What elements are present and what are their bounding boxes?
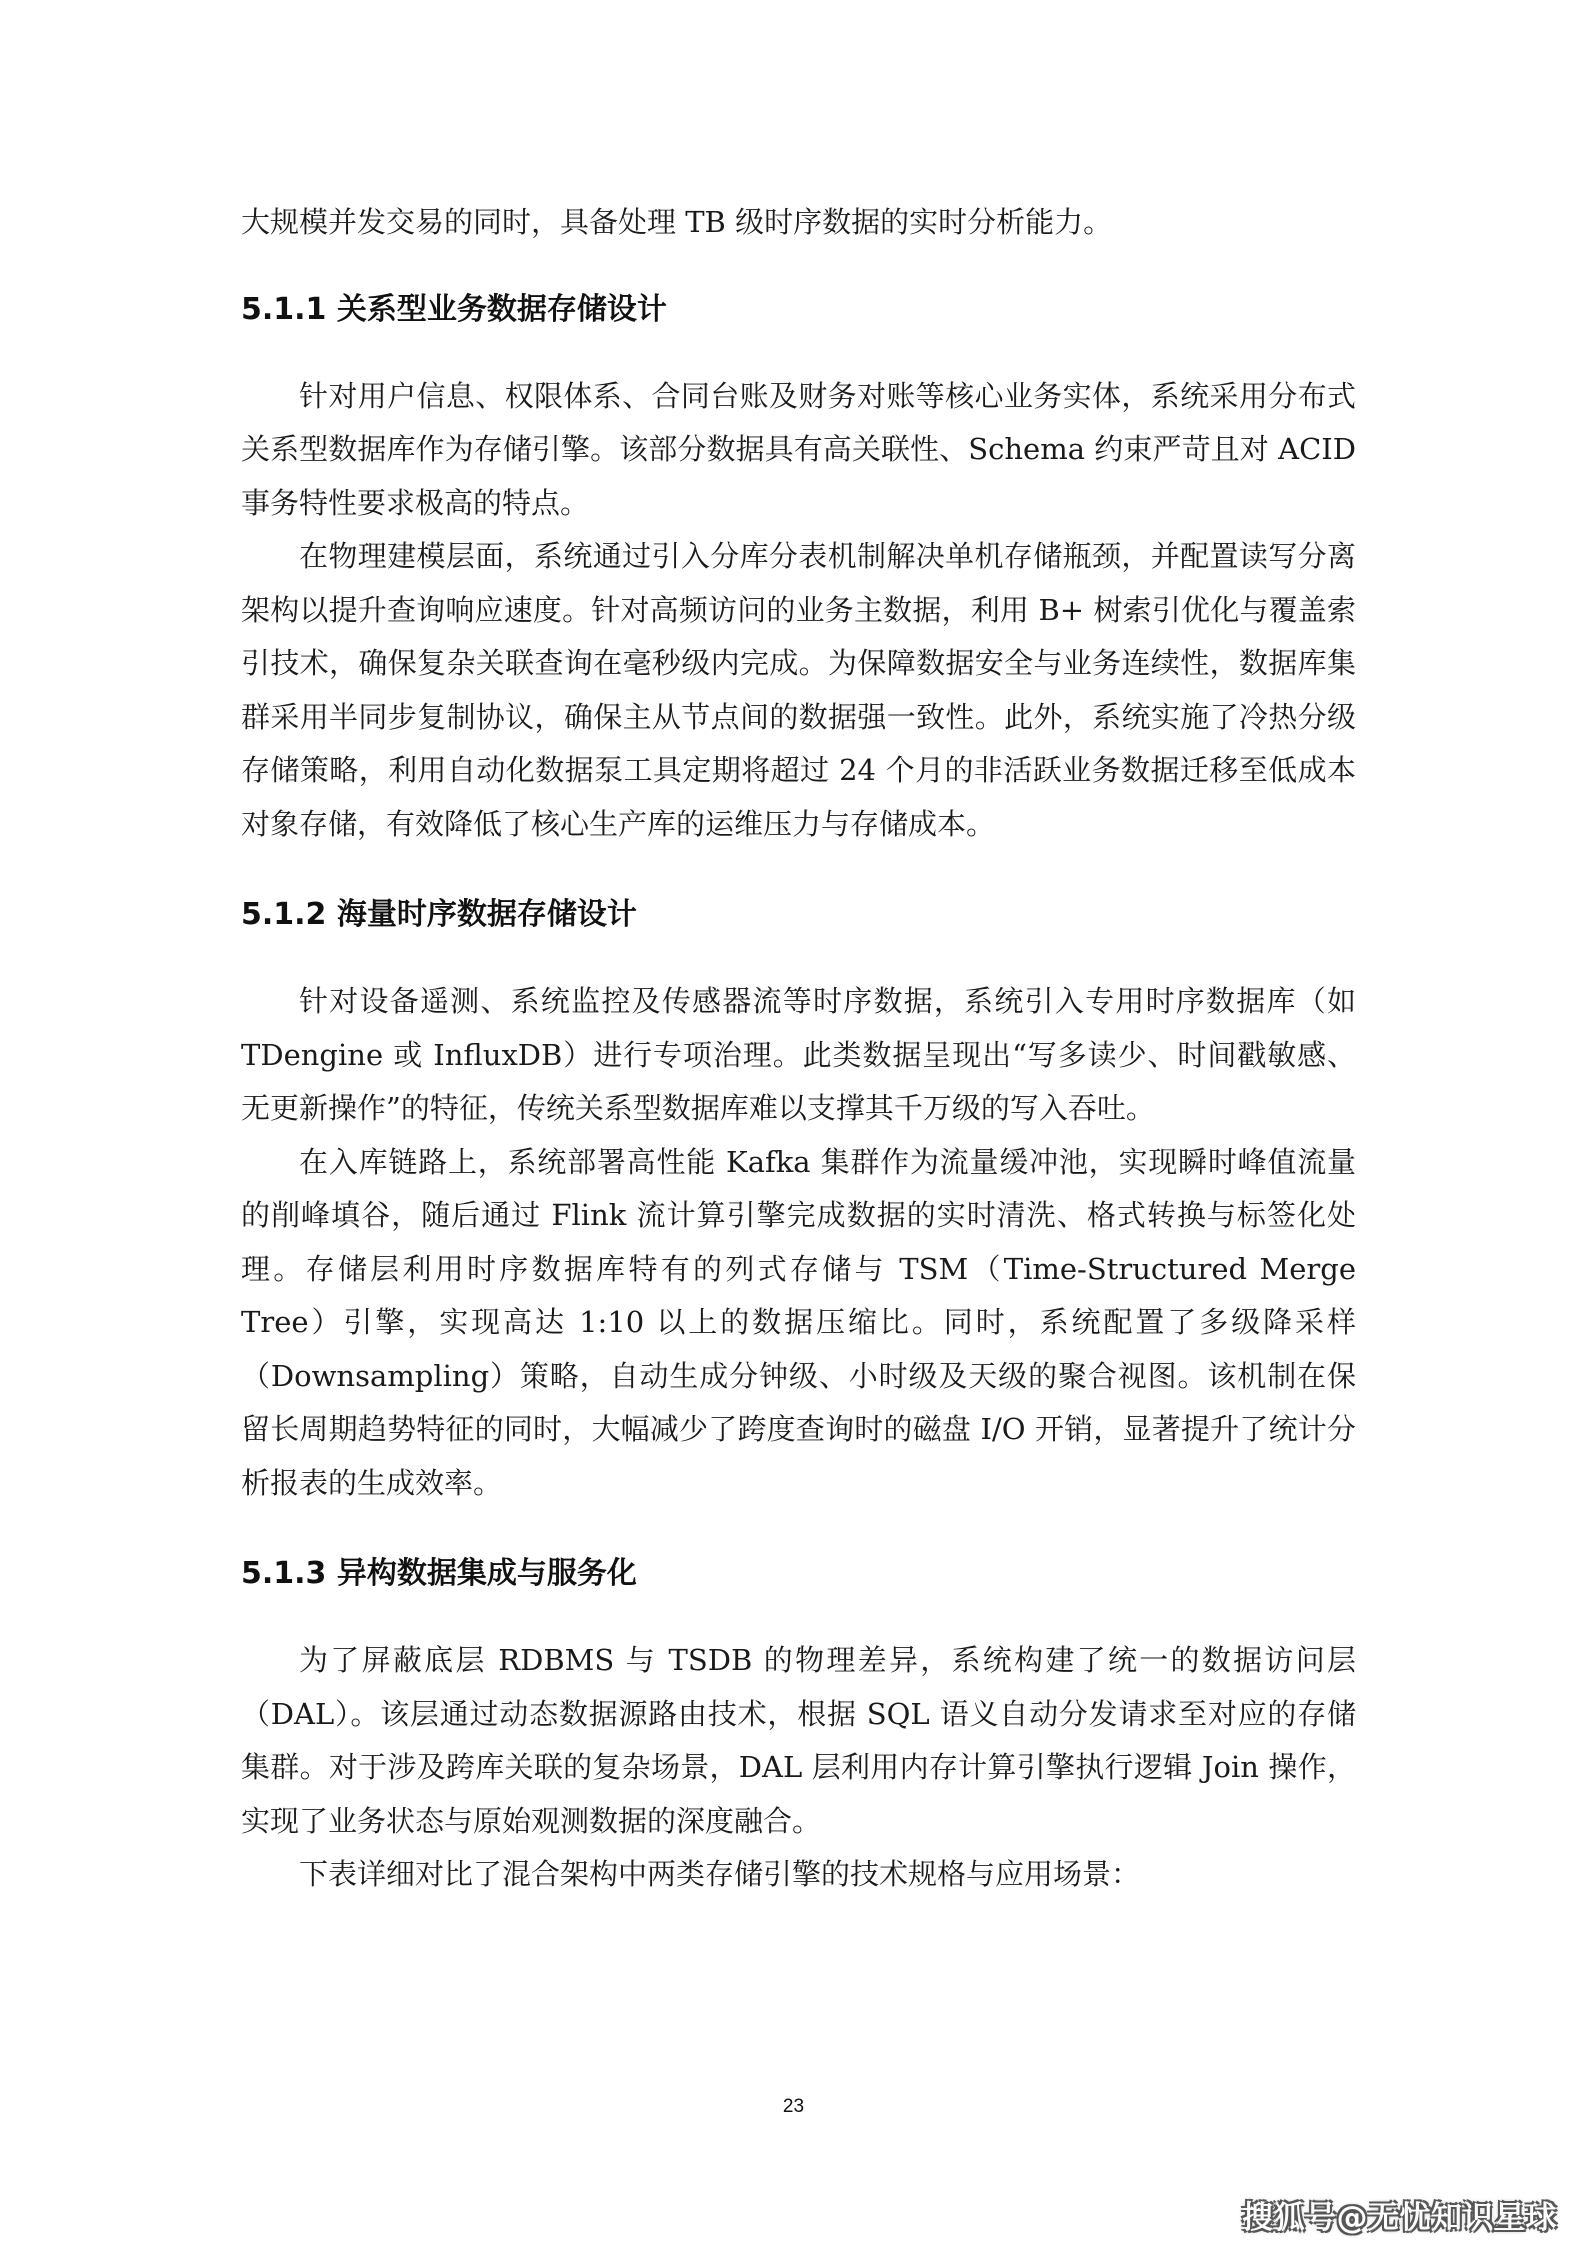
section-5-1-1-paragraph-1: 针对用户信息、权限体系、合同台账及财务对账等核心业务实体，系统采用分布式关系型数据库作为存储引擎。该部分数据具有高关联性、Schema 约束严苛且对 ACID 事务特性要求极高的特点。 bbox=[241, 378, 1356, 520]
document-body bbox=[241, 196, 1356, 1902]
section-heading-5-1-2: 5.1.2 海量时序数据存储设计 bbox=[241, 897, 637, 932]
section-heading-5-1-1: 5.1.1 关系型业务数据存储设计 bbox=[241, 291, 667, 327]
continued-paragraph: 大规模并发交易的同时，具备处理 TB 级时序数据的实时分析能力。 bbox=[241, 205, 1113, 239]
section-5-1-3-paragraph-1: 为了屏蔽底层 RDBMS 与 TSDB 的物理差异，系统构建了统一的数据访问层（DAL）。该层通过动态数据源路由技术，根据 SQL 语义自动分发请求至对应的存储集群。对于涉及跨库关联的复杂场景，DAL 层利用内存计算引擎执行逻辑 Join 操作，实现了业务状态与原始观测数据的深度融合。 bbox=[241, 1643, 1356, 1838]
section-5-1-2-paragraph-1: 针对设备遥测、系统监控及传感器流等时序数据，系统引入专用时序数据库（如 TDengine 或 InfluxDB）进行专项治理。此类数据呈现出“写多读少、时间戳敏感、无更新操作”的特征，传统关系型数据库难以支撑其千万级的写入吞吐。 bbox=[241, 984, 1356, 1125]
section-5-1-1-paragraph-2: 在物理建模层面，系统通过引入分库分表机制解决单机存储瓶颈，并配置读写分离架构以提升查询响应速度。针对高频访问的业务主数据，利用 B+ 树索引优化与覆盖索引技术，确保复杂关联查询在毫秒级内完成。为保障数据安全与业务连续性，数据库集群采用半同步复制协议，确保主从节点间的数据强一致性。此外，系统实施了冷热分级存储策略，利用自动化数据泵工具定期将超过 24 个月的非活跃业务数据迁移至低成本对象存储，有效降低了核心生产库的运维压力与存储成本。 bbox=[241, 539, 1356, 841]
watermark-text: 搜狐号@无忧知识星球 bbox=[1242, 2200, 1557, 2236]
section-heading-5-1-3: 5.1.3 异构数据集成与服务化 bbox=[241, 1556, 637, 1591]
page-number: 23 bbox=[782, 2096, 805, 2117]
section-5-1-2-paragraph-2: 在入库链路上，系统部署高性能 Kafka 集群作为流量缓冲池，实现瞬时峰值流量的削峰填谷，随后通过 Flink 流计算引擎完成数据的实时清洗、格式转换与标签化处理。存储层利用时序数据库特有的列式存储与 TSM（Time-Structured Merge Tree）引擎，实现高达 1:10 以上的数据压缩比。同时，系统配置了多级降采样（Downsampling）策略，自动生成分钟级、小时级及天级的聚合视图。该机制在保留长周期趋势特征的同时，大幅减少了跨度查询时的磁盘 I/O 开销，显著提升了统计分析报表的生成效率。 bbox=[241, 1144, 1356, 1500]
section-5-1-3-paragraph-2: 下表详细对比了混合架构中两类存储引擎的技术规格与应用场景： bbox=[299, 1857, 1141, 1891]
